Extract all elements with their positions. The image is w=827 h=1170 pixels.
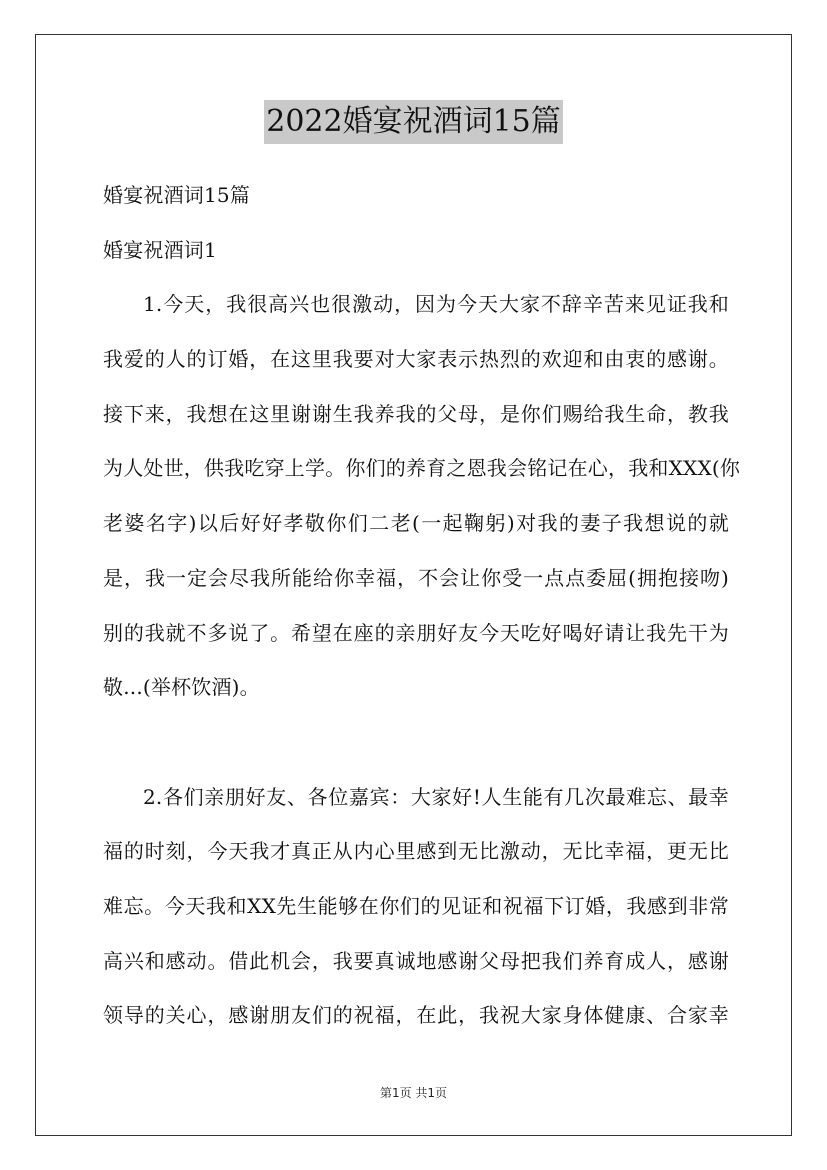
document-body: [103, 168, 741, 1043]
paragraph-line: 福的时刻，今天我才真正从内心里感到无比激动，无比幸福，更无比: [103, 839, 729, 864]
paragraph-line: 高兴和感动。借此机会，我要真诚地感谢父母把我们养育成人，感谢: [103, 948, 729, 973]
paragraph-line: 1.今天，我很高兴也很激动，因为今天大家不辞辛苦来见证我和: [143, 292, 729, 317]
subtitle: 婚宴祝酒词15篇: [103, 183, 251, 207]
paragraph-line: 为人处世，供我吃穿上学。你们的养育之恩我会铭记在心，我和XXX(你: [103, 456, 741, 481]
section-heading: 婚宴祝酒词1: [103, 237, 217, 262]
paragraph-line: 2.各们亲朋好友、各位嘉宾：大家好!人生能有几次最难忘、最幸: [143, 784, 729, 809]
paragraph-line: 我爱的人的订婚，在这里我要对大家表示热烈的欢迎和由衷的感谢。: [103, 347, 729, 372]
paragraph-line: 别的我就不多说了。希望在座的亲朋好友今天吃好喝好请让我先干为: [103, 620, 729, 645]
blank-line: [103, 715, 729, 770]
paragraph-line: 敬...(举杯饮酒)。: [103, 675, 260, 700]
paragraph-line: 难忘。今天我和XX先生能够在你们的见证和祝福下订婚，我感到非常: [103, 893, 729, 918]
paragraph-2: [103, 770, 729, 1043]
paragraph-line: 老婆名字)以后好好孝敬你们二老(一起鞠躬)对我的妻子我想说的就: [103, 511, 729, 536]
paragraph-line: 领导的关心，感谢朋友们的祝福，在此，我祝大家身体健康、合家幸: [103, 1003, 729, 1028]
page-number-footer: 第1页 共1页: [379, 1086, 448, 1100]
title-container: [0, 100, 827, 144]
paragraph-1: [103, 277, 741, 715]
document-title: 2022婚宴祝酒词15篇: [264, 100, 563, 144]
paragraph-line: 接下来，我想在这里谢谢生我养我的父母，是你们赐给我生命，教我: [103, 401, 729, 426]
paragraph-line: 是，我一定会尽我所能给你幸福，不会让你受一点点委屈(拥抱接吻): [103, 565, 729, 590]
